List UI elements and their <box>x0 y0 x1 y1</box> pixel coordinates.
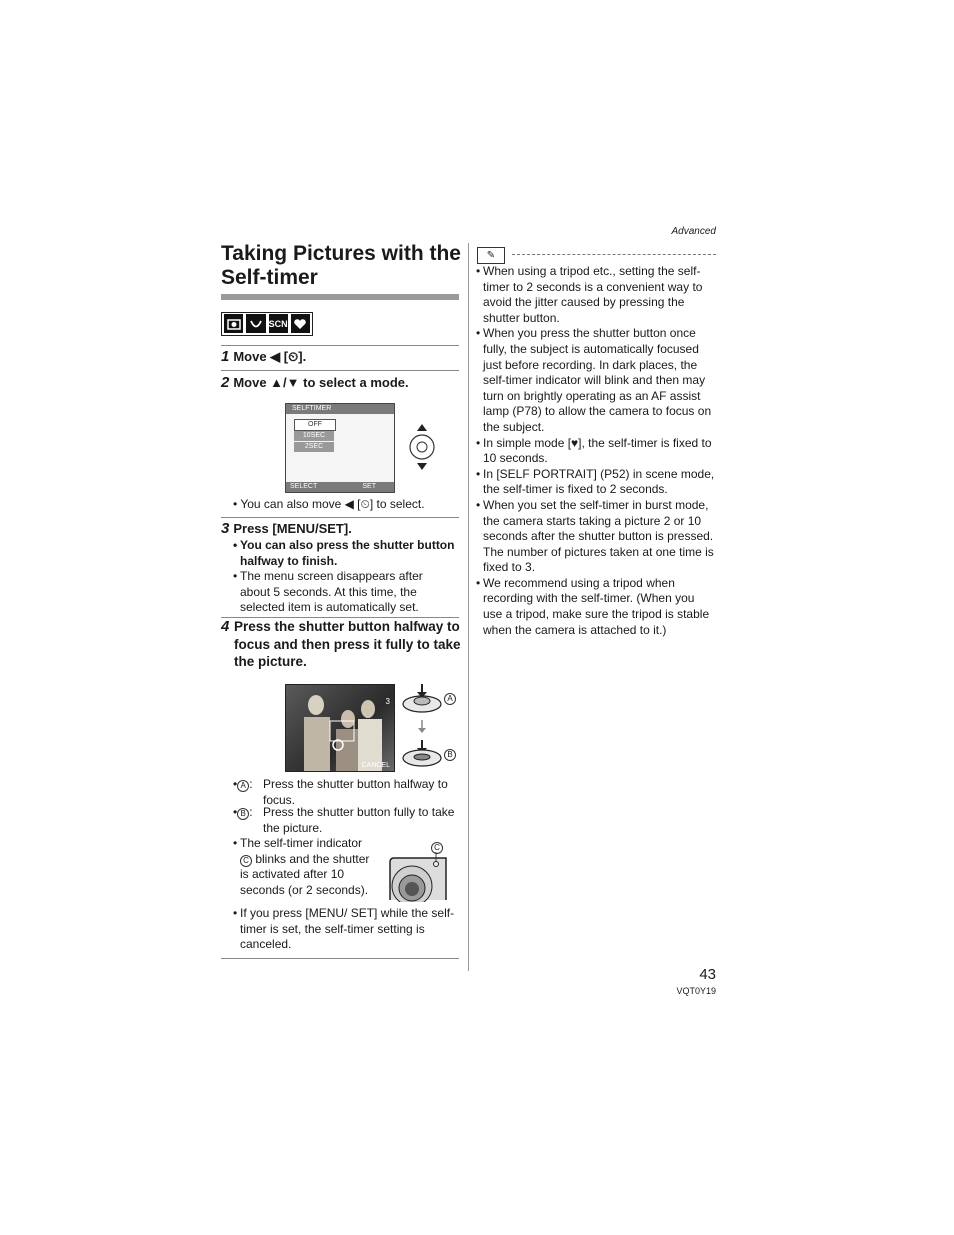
simple-mode-icon <box>246 314 265 333</box>
step-text: Press the shutter button halfway to focus and then press it fully to take the picture. <box>234 619 461 669</box>
step-3-note-text: The menu screen disappears after about 5 seconds. At this time, the selected item is automatically set. <box>240 569 423 614</box>
callout-b-inline: B <box>237 808 249 820</box>
menu-option-2sec: 2SEC <box>294 442 334 452</box>
note-item: • We recommend using a tripod when recording with the self-timer. (When you use a tripod, make sure the tripod is stable when the camera is attached to it.) <box>476 576 716 638</box>
step-3-note-text: You can also press the shutter button halfway to finish. <box>240 538 455 568</box>
step-2 <box>221 374 409 391</box>
step-4 <box>221 618 461 671</box>
note-b-text: Press the shutter button fully to take the picture. <box>263 805 455 835</box>
document-code: VQT0Y19 <box>676 986 716 996</box>
step-text: Press [MENU/SET]. <box>233 521 352 536</box>
step-1 <box>221 348 306 365</box>
menu-footer-select: SELECT <box>290 483 318 490</box>
camera-icon <box>224 314 243 333</box>
note-c-text: The self-timer indicator <box>240 836 363 850</box>
note-item: • When using a tripod etc., setting the self-timer to 2 seconds is a convenient way to avoid the jitter caused by pressing the shutter button. <box>476 264 716 326</box>
cancel-label: CANCEL <box>361 762 390 769</box>
callout-a-inline: A <box>237 780 249 792</box>
step-text: Move ▲/▼ to select a mode. <box>233 375 409 390</box>
camera-front-illustration <box>388 850 450 902</box>
note-cancel: • If you press [MENU/ SET] while the self-timer is set, the self-timer setting is canceled. <box>233 906 459 953</box>
step-number: 1 <box>221 348 230 365</box>
notes-column <box>476 264 716 638</box>
step-3-note-2: • The menu screen disappears after about 5 seconds. At this time, the selected item is automatically set. <box>233 569 455 616</box>
menu-option-10sec: 10SEC <box>294 431 334 441</box>
page-title: Taking Pictures with the Self-timer <box>221 242 461 289</box>
note-cancel-text: If you press [MENU/ SET] while the self-timer is set, the self-timer setting is canceled. <box>240 906 455 951</box>
note-dashed-line <box>512 254 716 255</box>
note-c-text-2: blinks and the shutter is activated after 10 seconds (or 2 seconds). <box>240 851 370 897</box>
note-icon: ✎ <box>477 247 505 264</box>
note-a: • A : Press the shutter button halfway to focus. <box>233 777 459 808</box>
divider <box>221 958 459 959</box>
step-number: 4 <box>221 618 230 635</box>
dpad-icon <box>406 423 438 471</box>
menu-header: SELFTIMER <box>286 404 394 414</box>
step-number: 2 <box>221 374 230 391</box>
heart-icon <box>291 314 310 333</box>
step-text: Move ◀ [⏲]. <box>233 349 307 364</box>
callout-c: C <box>431 842 443 854</box>
note-item: • In [SELF PORTRAIT] (P52) in scene mode, the self-timer is fixed to 2 seconds. <box>476 467 716 498</box>
menu-footer-set: SET <box>362 483 376 490</box>
note-item: • When you set the self-timer in burst mode, the camera starts taking a picture 2 or 10 seconds after the shutter button is pressed. The number of pictures taken at one time is fixed to 3. <box>476 498 716 576</box>
step-2-note-text: You can also move ◀ [⏲] to select. <box>240 497 425 511</box>
column-divider <box>468 243 469 971</box>
divider <box>221 345 459 346</box>
step-3 <box>221 520 352 537</box>
step-number: 3 <box>221 520 230 537</box>
section-label: Advanced <box>671 226 716 237</box>
menu-option-off: OFF <box>294 419 336 431</box>
notes-list <box>476 264 716 638</box>
note-item: • In simple mode [♥], the self-timer is fixed to 10 seconds. <box>476 436 716 467</box>
selftimer-menu-screen <box>285 403 395 493</box>
step-3-note-1: • You can also press the shutter button halfway to finish. <box>233 538 455 568</box>
title-underline <box>221 294 459 300</box>
callout-a: A <box>444 693 456 705</box>
step-2-note: • You can also move ◀ [⏲] to select. <box>233 497 425 511</box>
menu-footer <box>286 482 394 492</box>
note-c: • The self-timer indicator C blinks and the shutter is activated after 10 seconds (or 2 seconds). <box>233 836 370 897</box>
live-view-photo <box>285 684 395 772</box>
note-a-text: Press the shutter button halfway to focus. <box>263 777 448 807</box>
note-item: • When you press the shutter button once fully, the subject is automatically focused just before recording. In dark places, the self-timer indicator will blink and then may turn on brightly operating as an AF assist lamp (P78) to allow the camera to focus on the subject. <box>476 326 716 435</box>
note-b: • B : Press the shutter button fully to take the picture. <box>233 805 459 836</box>
callout-c-inline: C <box>240 855 252 867</box>
divider <box>221 370 459 371</box>
burst-count: 3 <box>385 697 390 706</box>
scene-mode-icon: SCN <box>269 314 288 333</box>
mode-icons <box>221 312 313 336</box>
callout-b: B <box>444 749 456 761</box>
divider <box>221 517 459 518</box>
page-number: 43 <box>699 966 716 983</box>
